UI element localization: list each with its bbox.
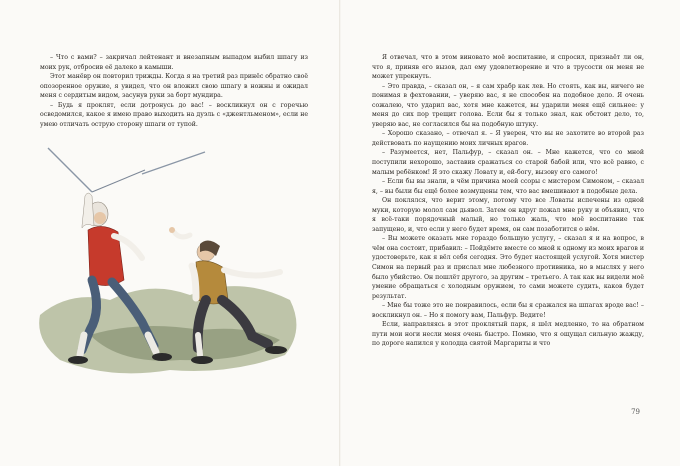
paragraph: – Вы можете оказать мне гораздо большую услугу, – сказал я и на вопрос, в чём она состоит, прибавил: – Пойдёмте вместе со мной к одному из моих врагов и удостоверьте, как я вёл себя сегодня. Это будет настоящей услугой. Хотя мистер Симон на первый раз и прислал мне любезного противника, но в мыслях у него было убийство. Он пошлёт другого, за другим – третьего. А так как вы видели моё умение обращаться с холодным оружием, то сами можете судить, каков будет результат. xyxy=(372,235,644,300)
paragraph: – Если бы вы знали, в чём причина моей ссоры с мистером Симоном, – сказал я, – вы были бы ещё более возмущены тем, что вас вмешивают в подобные дела. xyxy=(372,178,644,195)
paragraph: – Мне бы тоже это не понравилось, если бы я сражался на шпагах вроде вас! – воскликнул он. – Но я помогу вам, Пальфур. Ведите! xyxy=(372,302,644,319)
paragraph: – Будь я проклят, если дотронусь до вас! – воскликнул он с горечью осведомился, какое я имею право выходить на дуэль с «джентльменом», если не умею отличать острую сторону шпаги от тупой. xyxy=(40,101,308,128)
paragraph: – Разумеется, нет, Пальфур, – сказал он. – Мне кажется, что со мной поступили нехорошо, заставив сражаться со старой бабой или, что всё равно, с малым ребёнком! Я это скажу Ловату и, ей-богу, вызову его самого! xyxy=(372,149,644,176)
page-number: 79 xyxy=(631,408,640,416)
paragraph: Этот манёвр он повторил трижды. Когда я на третий раз принёс обратно своё опозоренное оружие, я увидел, что он вложил свою шпагу в ножны и ожидал меня с сердитым видом, засунув руки за борт мундира. xyxy=(40,73,308,100)
sword-right xyxy=(142,152,205,174)
sword-left-blade xyxy=(92,170,145,192)
paragraph: – Хорошо сказано, – отвечал я. – Я уверен, что вы не захотите во второй раз действовать по наущению моих личных врагов. xyxy=(372,130,644,147)
paragraph: Я отвечал, что в этом виновато моё воспитание, и спросил, признаёт ли он, что я, приняв его вызов, дал ему удовлетворение и что в трусости он меня не может упрекнуть. xyxy=(372,54,644,81)
paragraph: Он поклялся, что верит этому, потому что все Ловаты испечены из одной муки, которую молол сам дьявол. Затем он вдруг пожал мне руку и объявил, что я всё-таки порядочный малый, но только жаль, что моё воспитание так запущено, и, что если у него будет время, он сам позаботится о нём. xyxy=(372,197,644,233)
paragraph: – Что с вами? – закричал лейтенант и внезапным выпадом выбил шпагу из моих рук, отбросив её далеко в камыши. xyxy=(40,54,308,71)
right-text-block xyxy=(372,53,644,349)
paragraph: – Это правда, – сказал он, – я сам храбр как лев. Но стоять, как вы, ничего не понимая в фехтовании, – уверяю вас, я не способен на подобное дело. Я очень сожалею, что ударил вас, хотя мне кажется, вы ударили меня ещё сильнее: у меня до сих пор трещит голова. Если бы я только знал, как обстоит дело, то, уверяю вас, не согласился бы на подобную штуку. xyxy=(372,82,644,128)
sword-left xyxy=(48,148,92,192)
left-text-block xyxy=(40,53,308,129)
right-page xyxy=(340,0,680,466)
duel-illustration xyxy=(30,140,310,390)
paragraph: Если, направляясь в этот проклятый парк, я шёл медленно, то на обратном пути мои ноги несли меня очень быстро. Помню, что я ощущал сильную жажду, по дороге напился у колодца святой Маргариты и что xyxy=(372,321,644,348)
